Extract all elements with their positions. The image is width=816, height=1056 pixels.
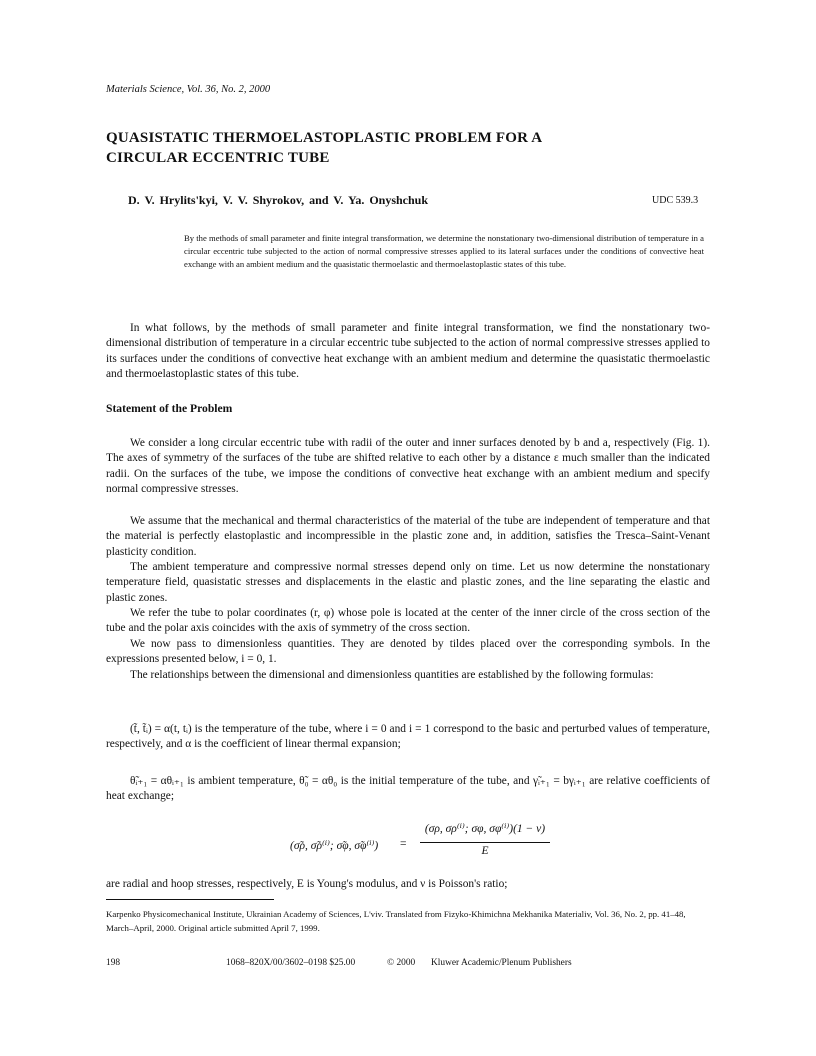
page-number: 198 [106, 958, 121, 968]
intro-paragraph: In what follows, by the methods of small parameter and finite integral transformation, we find the nonstationary two-dimensional distribution of temperature in a circular eccentric tube subjected to the action of normal compressive stresses applied to its surfaces under the conditions of convective heat exchange with an ambient medium and determine the quasistatic thermoelastic and thermoelastoplastic states of this tube. [106, 322, 710, 381]
definition-stresses: are radial and hoop stresses, respectively, E is Young's modulus, and ν is Poisson's ratio; [106, 878, 508, 890]
body-paragraph-3: The ambient temperature and compressive normal stresses depend only on time. Let us now determine the nonstationary temperature field, quasistatic stresses and displacements in the elastic and plastic zones, and the line separating the elastic and plastic zones. [106, 561, 710, 604]
udc-code: UDC 539.3 [652, 195, 699, 206]
body-paragraph-2: We assume that the mechanical and thermal characteristics of the material of the tube are independent of temperature and that the material is perfectly elastoplastic and incompressible in the plastic zone and, in addition, satisfies the Tresca–Saint-Venant plasticity condition. [106, 515, 710, 558]
body-paragraph-4: We refer the tube to polar coordinates (r, φ) whose pole is located at the center of the inner circle of the cross section of the tube and the polar axis coincides with the axis of symmetry of the cross section. [106, 607, 710, 635]
stress-formula [290, 821, 590, 871]
body-paragraph-6: The relationships between the dimensional and dimensionless quantities are established by the following formulas: [130, 669, 654, 681]
formula-denominator: E [481, 845, 489, 857]
body-paragraph-1: We consider a long circular eccentric tube with radii of the outer and inner surfaces denoted by b and a, respectively (Fig. 1). The axes of symmetry of the surfaces of the tube are shifted relative to each other by a distance ε much smaller than the indicated radii. On the surfaces of the tube, we impose the conditions of convective heat exchange with an ambient medium and specify normal compressive stresses. [106, 437, 710, 496]
publisher: Kluwer Academic/Plenum Publishers [431, 958, 572, 968]
title-line-1: QUASISTATIC THERMOELASTOPLASTIC PROBLEM FOR A [106, 130, 543, 146]
section-heading: Statement of the Problem [106, 402, 233, 415]
fraction-bar [420, 842, 550, 843]
definition-ambient-temperature: θ̃ᵢ₊₁ = αθᵢ₊₁ is ambient temperature, θ̃₀ = αθ₀ is the initial temperature of the tube, and γ̃ᵢ₊₁ = bγᵢ₊₁ are relative coefficients of heat exchange; [106, 775, 710, 803]
footnote-divider [106, 899, 274, 900]
paper-title [106, 128, 666, 168]
issn-price: 1068–820X/00/3602–0198 $25.00 [226, 958, 356, 968]
definition-temperature: (t̃, t̃ᵢ) = α(t, tᵢ) is the temperature of the tube, where i = 0 and i = 1 correspond to the basic and perturbed values of temperature, respectively, and α is the coefficient of linear thermal expansion; [106, 723, 710, 751]
abstract: By the methods of small parameter and finite integral transformation, we determine the nonstationary two-dimensional distribution of temperature in a circular eccentric tube subjected to the action of normal compressive stresses applied to its lateral surfaces under the conditions of convective heat exchange with an ambient medium and the quasistatic thermoelastic and thermoelastoplastic states of this tube. [184, 233, 704, 269]
formula-lhs: (σ̃ρ, σ̃ρ⁽ⁱ⁾; σ̃φ, σ̃φ⁽ⁱ⁾) [290, 840, 379, 852]
copyright: © 2000 [387, 958, 416, 968]
authors: D. V. Hrylits'kyi, V. V. Shyrokov, and V. Ya. Onyshchuk [128, 193, 429, 207]
formula-numerator: (σρ, σρ⁽ⁱ⁾; σφ, σφ⁽ⁱ⁾)(1 − ν) [424, 823, 546, 835]
formula-equals: = [400, 838, 407, 850]
footnote: Karpenko Physicomechanical Institute, Ukrainian Academy of Sciences, L'viv. Translated from Fizyko-Khimichna Mekhanika Materialiv, Vol. 36, No. 2, pp. 41–48, March–April, 2000. Original article submitted April 7, 1999. [106, 909, 686, 933]
journal-citation: Materials Science, Vol. 36, No. 2, 2000 [106, 84, 271, 95]
title-line-2: CIRCULAR ECCENTRIC TUBE [106, 150, 330, 166]
body-paragraph-5: We now pass to dimensionless quantities. They are denoted by tildes placed over the corresponding symbols. In the expressions presented below, i = 0, 1. [106, 638, 710, 666]
